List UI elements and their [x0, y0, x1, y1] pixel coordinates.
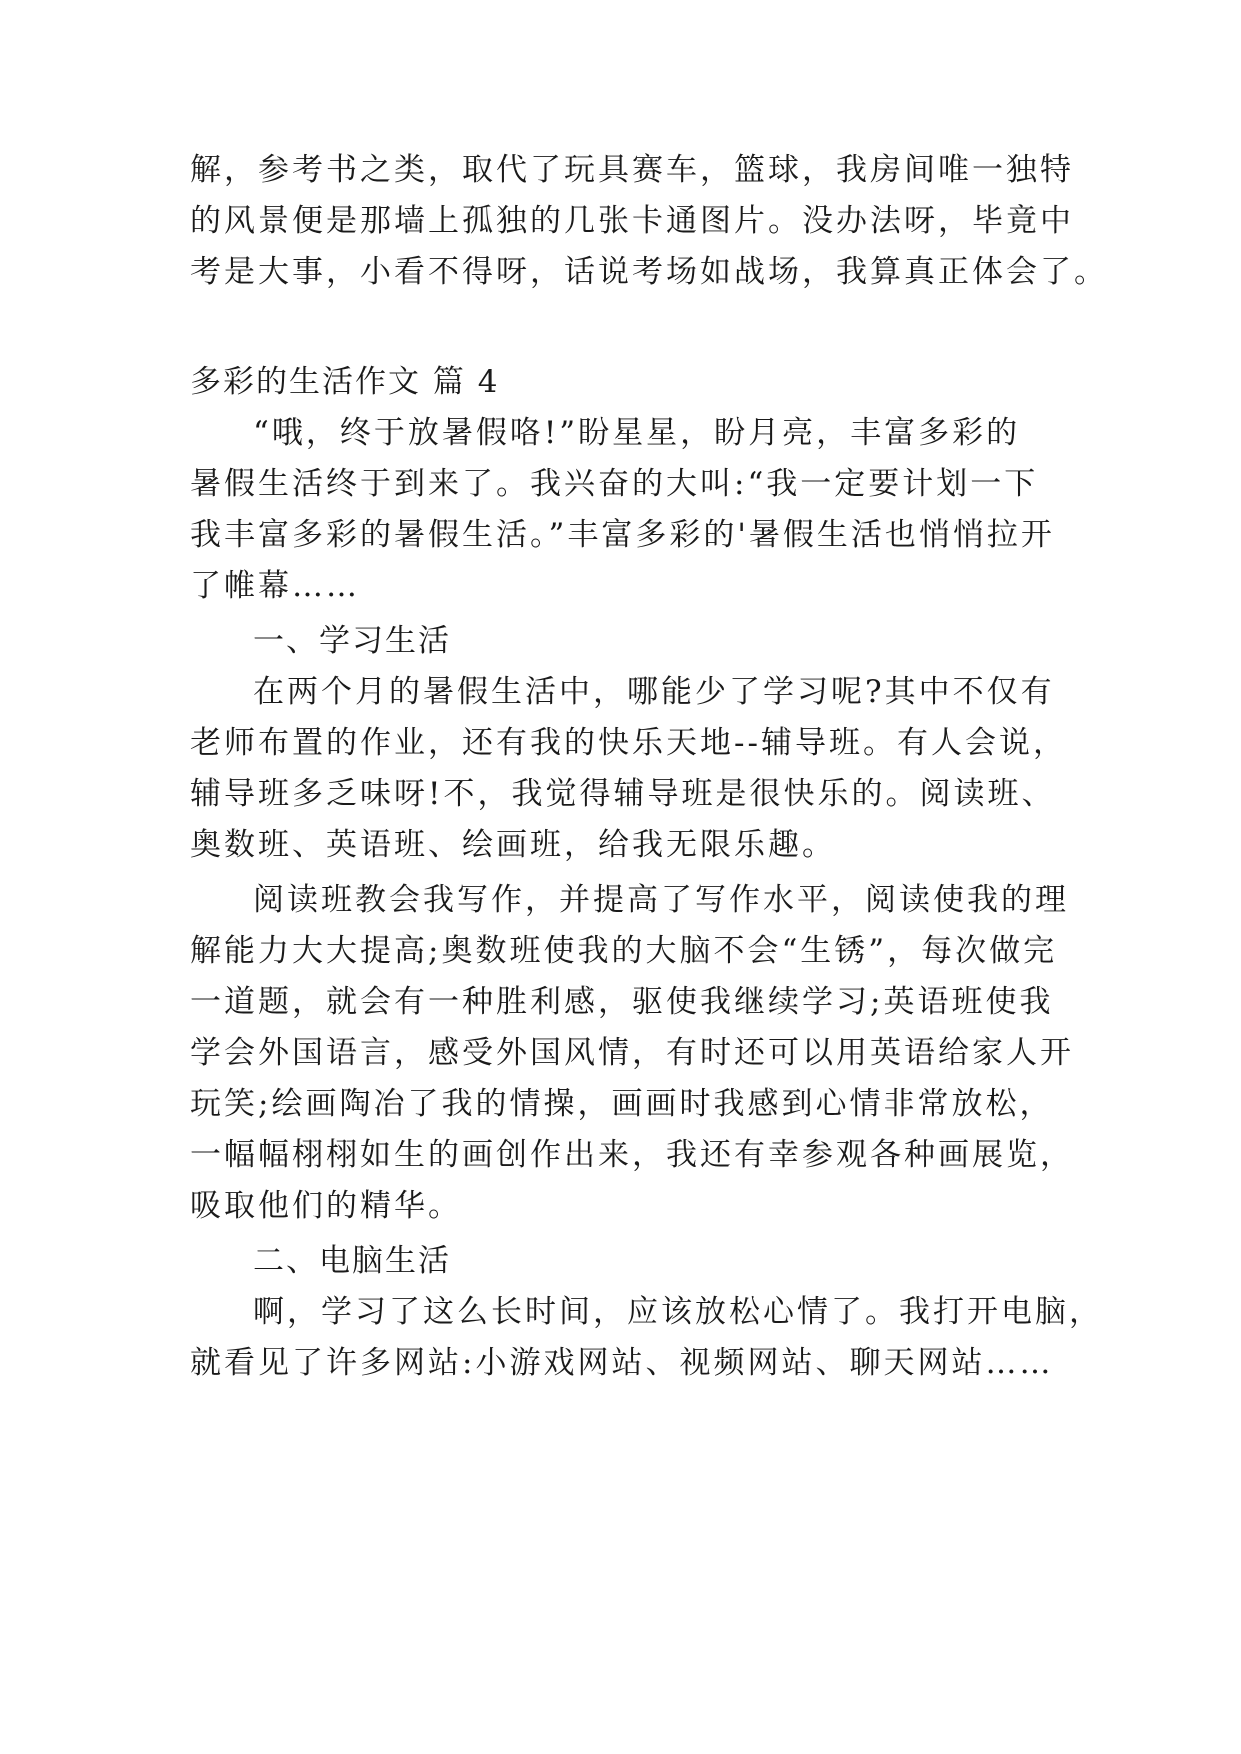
paragraph-line: 老师布置的作业，还有我的快乐天地--辅导班。有人会说，: [190, 725, 1067, 761]
paragraph-line: 一幅幅栩栩如生的画创作出来，我还有幸参观各种画展览，: [190, 1137, 1074, 1173]
subheading: 一、学习生活: [253, 623, 451, 659]
paragraph-line: 学会外国语言，感受外国风情，有时还可以用英语给家人开: [190, 1035, 1074, 1071]
paragraph-line: 解能力大大提高;奥数班使我的大脑不会“生锈”，每次做完: [190, 933, 1058, 969]
paragraph-line: 了帷幕……: [190, 568, 360, 604]
section-title: 多彩的生活作文 篇 4: [190, 364, 500, 400]
paragraph-line: “哦，终于放暑假咯!”盼星星，盼月亮，丰富多彩的: [253, 415, 1021, 451]
paragraph-line: 啊，学习了这么长时间，应该放松心情了。我打开电脑，: [253, 1294, 1103, 1330]
paragraph-line: 吸取他们的精华。: [190, 1188, 462, 1224]
paragraph-line: 奥数班、英语班、绘画班，给我无限乐趣。: [190, 827, 836, 863]
text-line: 的风景便是那墙上孤独的几张卡通图片。没办法呀，毕竟中: [190, 203, 1074, 239]
paragraph-line: 在两个月的暑假生活中，哪能少了学习呢?其中不仅有: [253, 674, 1055, 710]
text-line: 解，参考书之类，取代了玩具赛车，篮球，我房间唯一独特: [190, 152, 1074, 188]
paragraph-line: 暑假生活终于到来了。我兴奋的大叫:“我一定要计划一下: [190, 466, 1039, 502]
paragraph-line: 辅导班多乏味呀!不，我觉得辅导班是很快乐的。阅读班、: [190, 776, 1056, 812]
paragraph-line: 一道题，就会有一种胜利感，驱使我继续学习;英语班使我: [190, 984, 1054, 1020]
paragraph-line: 玩笑;绘画陶冶了我的情操，画画时我感到心情非常放松，: [190, 1086, 1054, 1122]
subheading: 二、电脑生活: [253, 1243, 451, 1279]
text-line: 考是大事，小看不得呀，话说考场如战场，我算真正体会了。: [190, 254, 1108, 290]
paragraph-line: 阅读班教会我写作，并提高了写作水平，阅读使我的理: [253, 882, 1069, 918]
paragraph-line: 就看见了许多网站:小游戏网站、视频网站、聊天网站……: [190, 1345, 1054, 1381]
paragraph-line: 我丰富多彩的暑假生活。”丰富多彩的'暑假生活也悄悄拉开: [190, 517, 1055, 553]
